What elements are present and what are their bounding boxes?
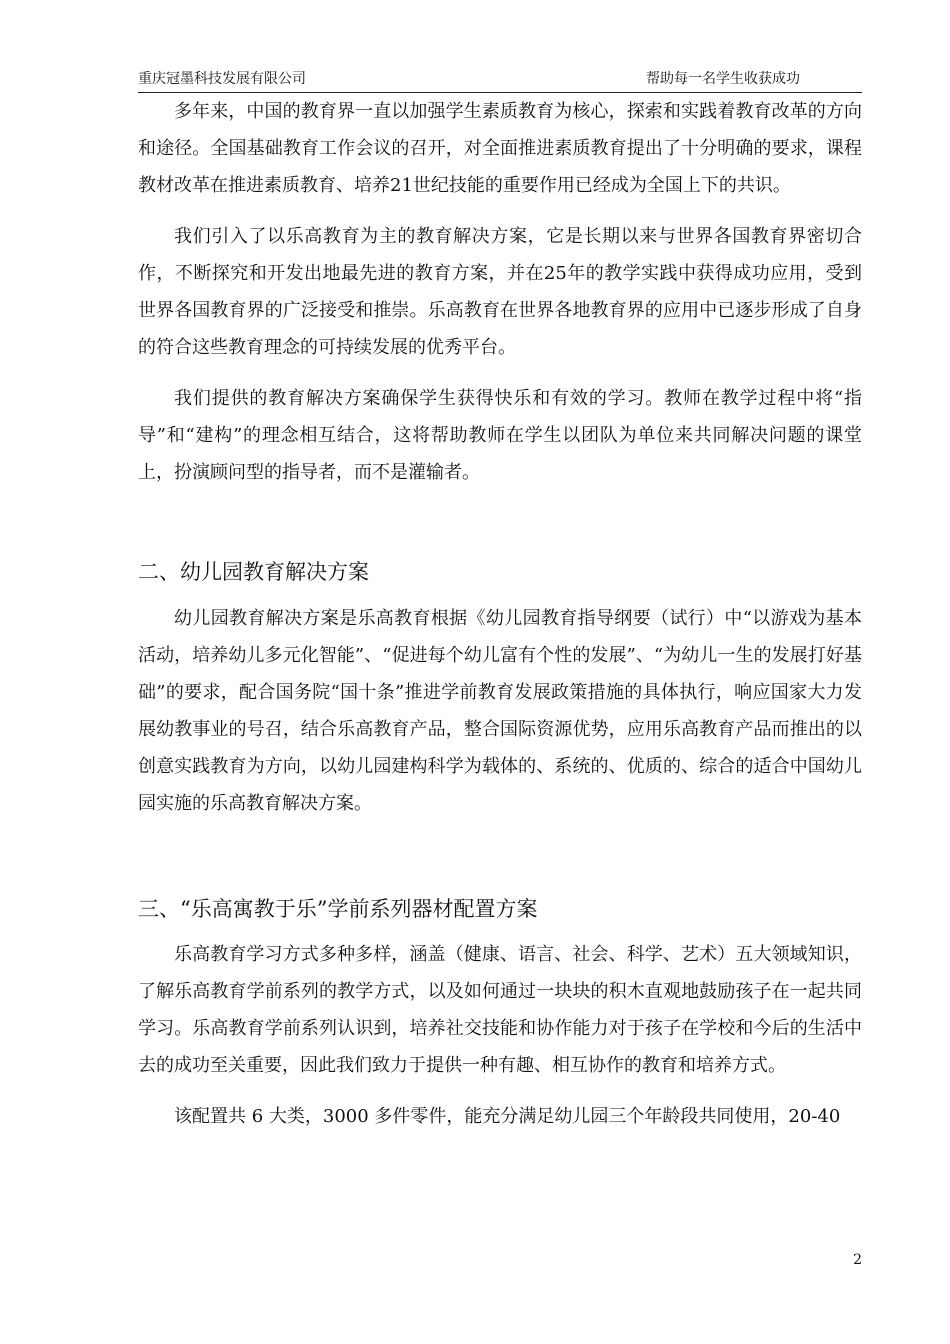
paragraph-6: 该配置共 6 大类，3000 多件零件，能充分满足幼儿园三个年龄段共同使用，20-40	[174, 1106, 841, 1127]
paragraph-2: 我们引入了以乐高教育为主的教育解决方案，它是长期以来与世界各国教育界密切合作，不断探究和开发出地最先进的教育方案，并在25年的教学实践中获得成功应用，受到世界各国教育界的广泛接受和推崇。乐高教育在世界各地教育界的应用中已逐步形成了自身的符合这些教育理念的可持续发展的优秀平台。	[138, 226, 862, 358]
page-header	[138, 70, 862, 93]
header-slogan: 帮助每一名学生收获成功	[646, 71, 800, 87]
document-body	[138, 93, 862, 1135]
page-number: 2	[853, 1252, 862, 1268]
paragraph-5: 乐高教育学习方式多种多样，涵盖（健康、语言、社会、科学、艺术）五大领域知识，了解乐高教育学前系列的教学方式，以及如何通过一块块的积木直观地鼓励孩子在一起共同学习。乐高教育学前系列认识到，培养社交技能和协作能力对于孩子在学校和今后的生活中去的成功至关重要，因此我们致力于提供一种有趣、相互协作的教育和培养方式。	[138, 944, 862, 1076]
paragraph-1: 多年来，中国的教育界一直以加强学生素质教育为核心，探索和实践着教育改革的方向和途径。全国基础教育工作会议的召开，对全面推进素质教育提出了十分明确的要求，课程教材改革在推进素质教育、培养21世纪技能的重要作用已经成为全国上下的共识。	[138, 101, 862, 196]
section-heading-3: 三、“乐高寓教于乐”学前系列器材配置方案	[138, 897, 538, 921]
header-company: 重庆冠墨科技发展有限公司	[138, 71, 306, 87]
section-heading-2: 二、幼儿园教育解决方案	[138, 560, 369, 584]
paragraph-4: 幼儿园教育解决方案是乐高教育根据《幼儿园教育指导纲要（试行）中“以游戏为基本活动，培养幼儿多元化智能”、“促进每个幼儿富有个性的发展”、“为幼儿一生的发展打好基础”的要求，配合国务院“国十条”推进学前教育发展政策措施的具体执行，响应国家大力发展幼教事业的号召，结合乐高教育产品，整合国际资源优势，应用乐高教育产品而推出的以创意实践教育为方向，以幼儿园建构科学为载体的、系统的、优质的、综合的适合中国幼儿园实施的乐高教育解决方案。	[138, 608, 862, 814]
paragraph-3: 我们提供的教育解决方案确保学生获得快乐和有效的学习。教师在教学过程中将“指导”和“建构”的理念相互结合，这将帮助教师在学生以团队为单位来共同解决问题的课堂上，扮演顾问型的指导者，而不是灌输者。	[138, 388, 862, 483]
